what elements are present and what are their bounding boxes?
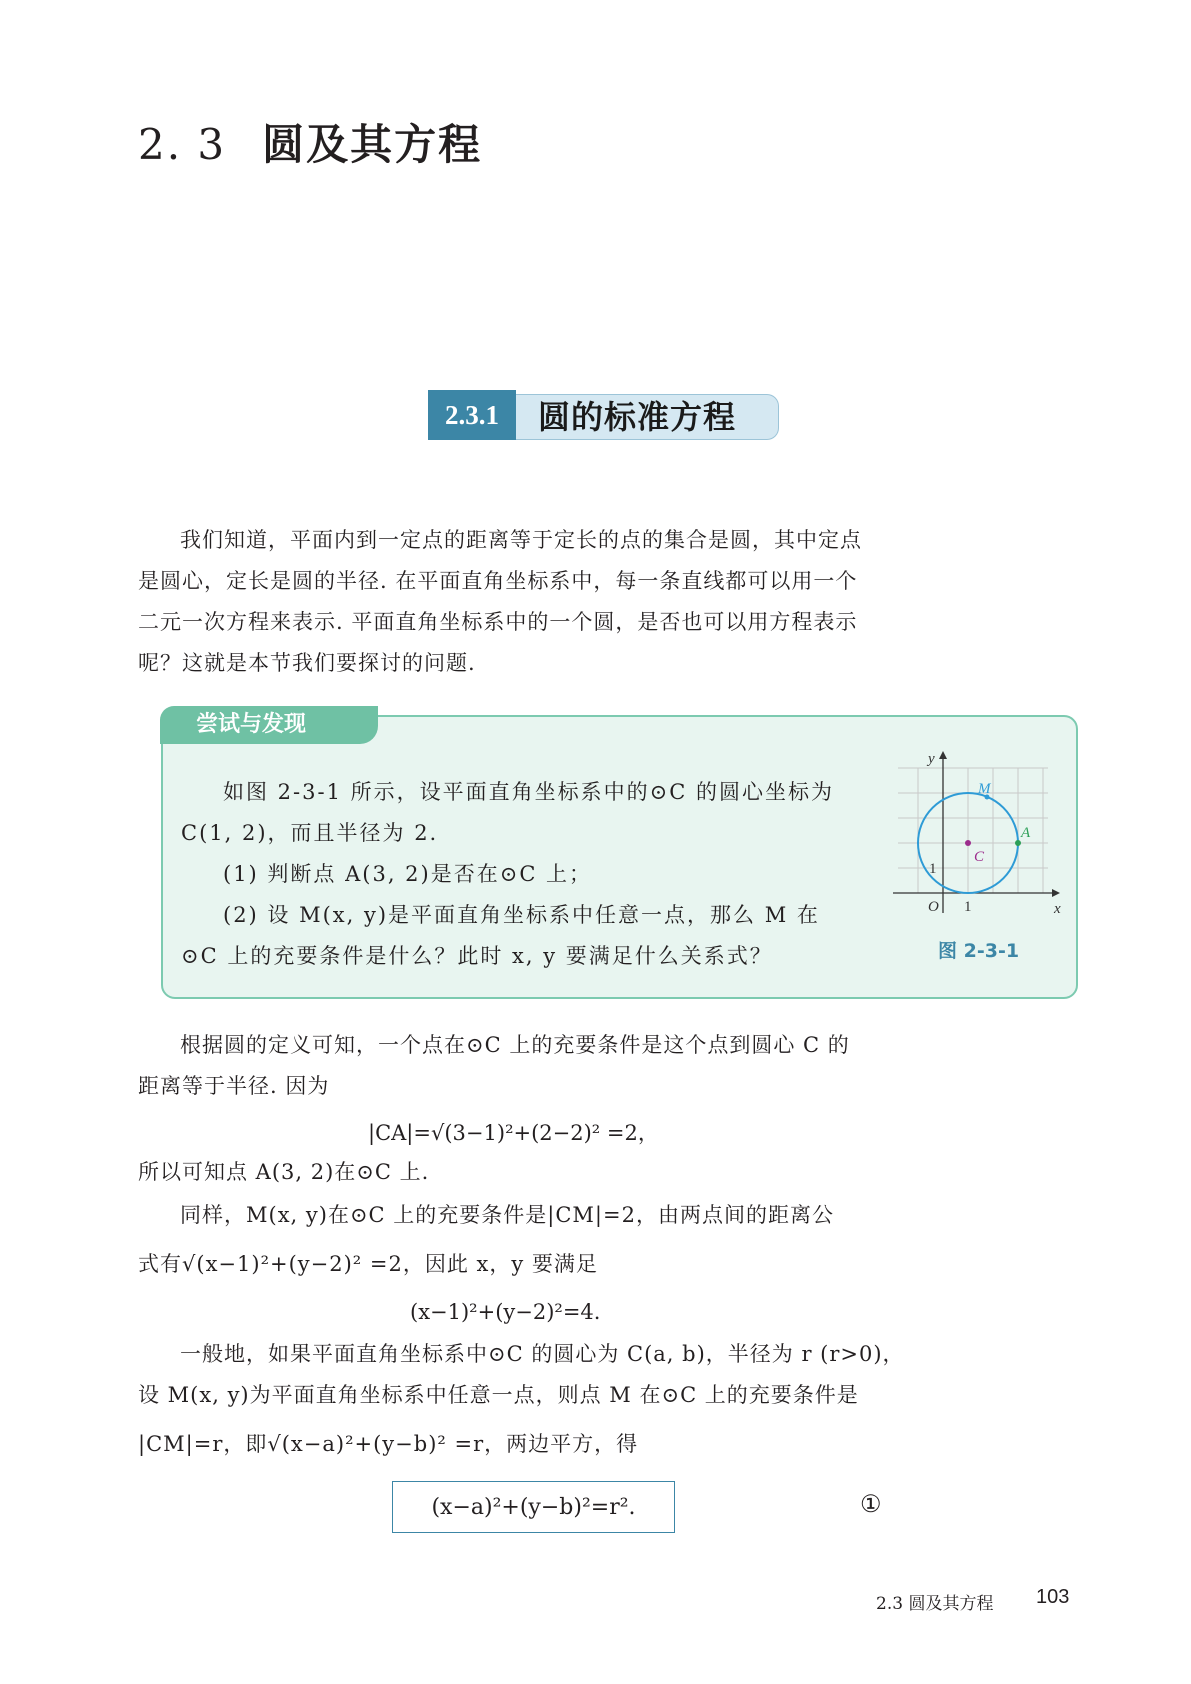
equation-ca: |CA|=√(3−1)²+(2−2)² =2， [368,1121,659,1145]
intro-paragraph [138,520,938,684]
chapter-name: 圆及其方程 [262,120,483,169]
body-line: 距离等于半径. 因为 [138,1074,330,1098]
body-line: 根据圆的定义可知，一个点在⊙C 上的充要条件是这个点到圆心 C 的 [180,1033,850,1057]
body-line: 式有√(x−1)²+(y−2)² =2，因此 x，y 要满足 [138,1252,598,1276]
equation-circle-specific: (x−1)²+(y−2)²=4. [410,1300,601,1324]
intro-line: 是圆心，定长是圆的半径. 在平面直角坐标系中，每一条直线都可以用一个 [138,569,858,593]
section-title-box [516,394,779,440]
section-banner [428,390,782,440]
x-axis-label: x [1054,901,1061,917]
body-line: 所以可知点 A(3, 2)在⊙C 上. [138,1160,430,1184]
try-line: (2) 设 M(x, y)是平面直角坐标系中任意一点，那么 M 在 [223,903,820,927]
body-paragraph-3 [138,1195,938,1285]
footer-section: 2.3 圆及其方程 [876,1594,994,1614]
section-number: 2.3.1 [428,390,516,440]
body-line: 同样，M(x, y)在⊙C 上的充要条件是|CM|=2，由两点间的距离公 [180,1203,834,1227]
try-and-discover-text [181,772,881,977]
section-title: 圆的标准方程 [538,398,737,436]
chapter-number: 2. 3 [138,120,227,169]
intro-line: 我们知道，平面内到一定点的距离等于定长的点的集合是圆，其中定点 [180,528,862,552]
x-axis-arrow [1052,889,1060,897]
origin-label: O [928,899,939,915]
point-a-label: A [1021,825,1031,841]
x-tick-label: 1 [964,899,972,915]
try-line: ⊙C 上的充要条件是什么？此时 x, y 要满足什么关系式？ [181,944,773,968]
center-c-label: C [974,849,985,865]
y-tick-label: 1 [929,861,937,877]
try-line: 如图 2-3-1 所示，设平面直角坐标系中的⊙C 的圆心坐标为 [223,780,834,804]
body-paragraph-2 [138,1152,938,1193]
page-number: 103 [1036,1586,1070,1608]
chapter-title [138,112,482,172]
figure-caption: 图 2-3-1 [938,940,1020,962]
y-axis-arrow [939,751,947,759]
equation-marker: ① [860,1490,882,1518]
intro-line: 二元一次方程来表示. 平面直角坐标系中的一个圆，是否也可以用方程表示 [138,610,858,634]
y-axis-label: y [928,751,935,767]
intro-line: 呢？这就是本节我们要探讨的问题. [138,651,476,675]
try-line: C(1, 2)，而且半径为 2. [181,821,439,845]
body-line: 设 M(x, y)为平面直角坐标系中任意一点，则点 M 在⊙C 上的充要条件是 [138,1383,859,1407]
body-line: 一般地，如果平面直角坐标系中⊙C 的圆心为 C(a, b)，半径为 r (r>0)， [180,1342,905,1366]
center-point-c [965,840,971,846]
body-paragraph-1 [138,1025,938,1107]
body-line: |CM|=r，即√(x−a)²+(y−b)² =r，两边平方，得 [138,1432,639,1456]
body-paragraph-4 [138,1334,938,1465]
try-and-discover-tab: 尝试与发现 [160,706,378,744]
try-line: (1) 判断点 A(3, 2)是否在⊙C 上； [223,862,593,886]
boxed-standard-equation: (x−a)²+(y−b)²=r². [392,1481,675,1533]
circle-figure [888,743,1068,918]
point-m-label: M [978,781,991,797]
